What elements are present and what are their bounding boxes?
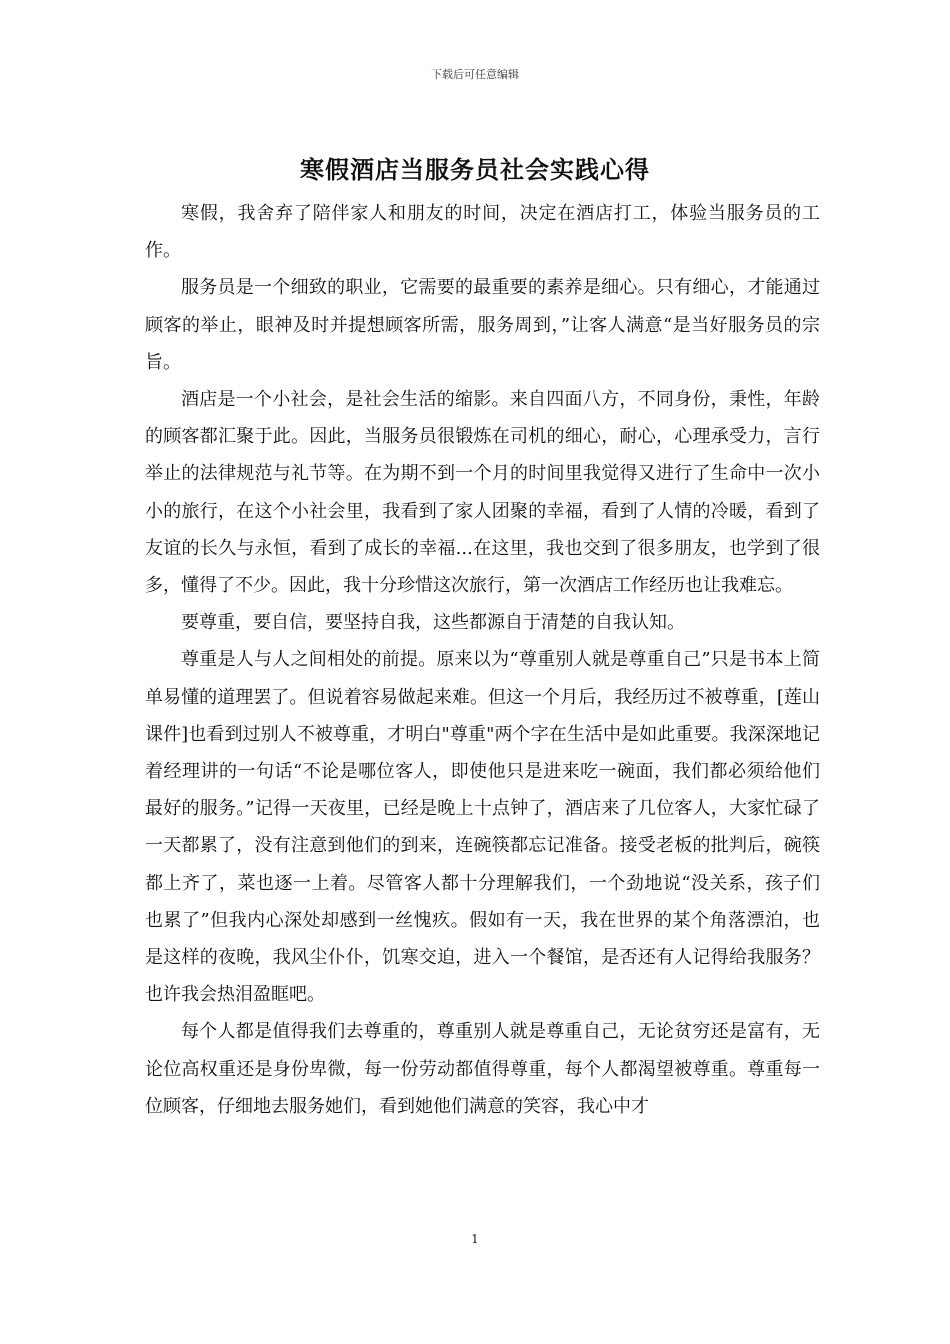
document-body [145, 195, 820, 1125]
paragraph-1: 寒假，我舍弃了陪伴家人和朋友的时间，决定在酒店打工，体验当服务员的工作。 [145, 203, 820, 262]
page-header: 下载后可任意编辑 [431, 68, 519, 81]
paragraph-5: 尊重是人与人之间相处的前提。原来以为“尊重别人就是尊重自己”只是书本上简单易懂的道理罢了。但说着容易做起来难。但这一个月后，我经历过不被尊重，[莲山课件]也看到过别人不被尊重，才明白"尊重"两个字在生活中是如此重要。我深深地记着经理讲的一句话“不论是哪位客人，即使他只是进来吃一碗面，我们都必须给他们最好的服务。”记得一天夜里，已经是晚上十点钟了，酒店来了几位客人，大家忙碌了一天都累了，没有注意到他们的到来，连碗筷都忘记准备。接受老板的批判后，碗筷都上齐了，菜也逐一上着。尽管客人都十分理解我们，一个劲地说“没关系，孩子们也累了”但我内心深处却感到一丝愧疚。假如有一天，我在世界的某个角落漂泊，也是这样的夜晚，我风尘仆仆，饥寒交迫，进入一个餐馆，是否还有人记得给我服务？也许我会热泪盈眶吧。 [145, 649, 820, 1006]
paragraph-2: 服务员是一个细致的职业，它需要的最重要的素养是细心。只有细心，才能通过顾客的举止，眼神及时并提想顾客所需，服务周到，”让客人满意“是当好服务员的宗旨。 [145, 277, 820, 373]
paragraph-4: 要尊重，要自信，要坚持自我，这些都源自于清楚的自我认知。 [181, 612, 685, 634]
paragraph-3: 酒店是一个小社会，是社会生活的缩影。来自四面八方，不同身份，秉性，年龄的顾客都汇聚于此。因此，当服务员很锻炼在司机的细心，耐心，心理承受力，言行举止的法律规范与礼节等。在为期不到一个月的时间里我觉得又进行了生命中一次小小的旅行，在这个小社会里，我看到了家人团聚的幸福，看到了人情的冷暖，看到了友谊的长久与永恒，看到了成长的幸福...在这里，我也交到了很多朋友，也学到了很多，懂得了不少。因此，我十分珍惜这次旅行，第一次酒店工作经历也让我难忘。 [145, 389, 820, 597]
page-number: 1 [471, 1232, 479, 1246]
document-title: 寒假酒店当服务员社会实践心得 [300, 155, 650, 184]
paragraph-6: 每个人都是值得我们去尊重的，尊重别人就是尊重自己，无论贫穷还是富有，无论位高权重还是身份卑微，每一份劳动都值得尊重，每个人都渴望被尊重。尊重每一位顾客，仔细地去服务她们，看到她他们满意的笑容，我心中才 [145, 1021, 820, 1117]
